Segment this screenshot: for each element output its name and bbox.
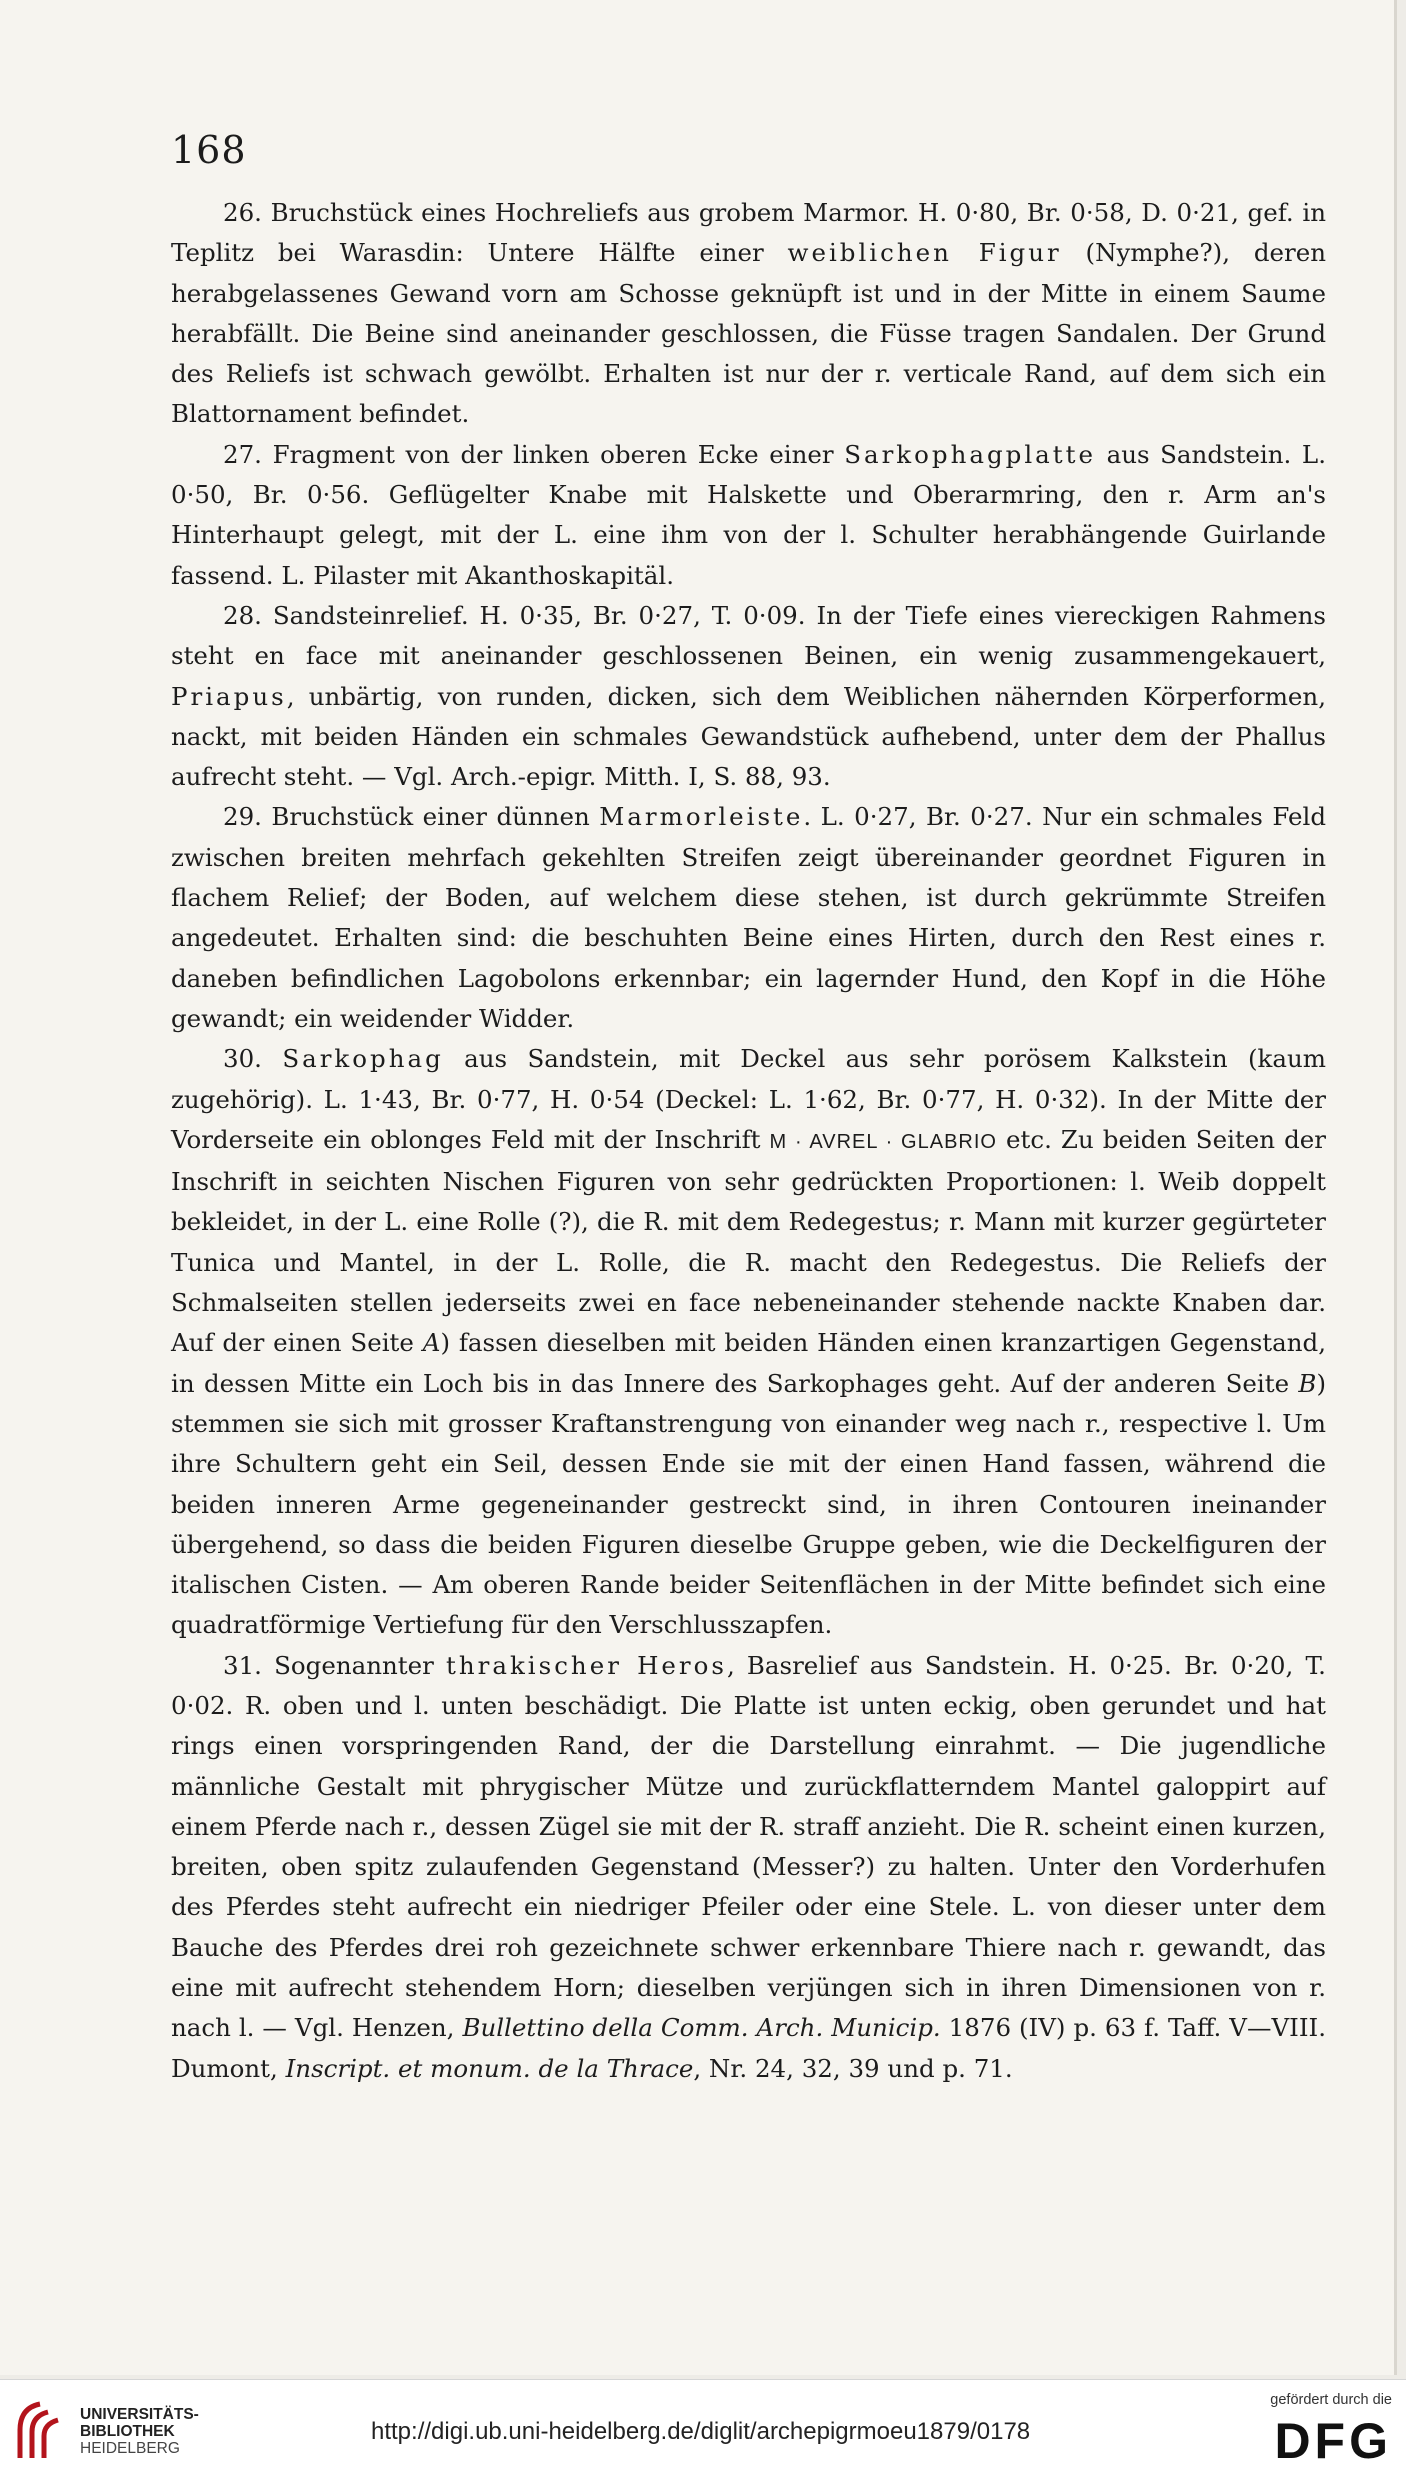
entry-30-text: 30. — [223, 1044, 283, 1074]
catalog-entry-28 — [171, 596, 1326, 797]
entry-26-text: (Nymphe?), deren herabgelassenes Gewand vorn am Schosse geknüpft ist und in der Mitte in einem Saume herabfällt. Die Beine sind aneinander geschlossen, die Füsse tragen Sandalen. Der Grund des Reliefs ist schwach gewölbt. Erhalten ist nur der r. verticale Rand, auf dem sich ein Blattornament befindet. — [171, 238, 1326, 429]
entry-27-text: 27. Fragment von der linken oberen Ecke einer — [223, 439, 845, 469]
entry-30-text: etc. Zu beiden Seiten der Inschrift in seichten Nischen Figuren von sehr gedrückten Proportionen: l. Weib doppelt bekleidet, in der L. eine Rolle (?), die R. mit dem Redegestus; r. Mann mit kurzer gegürteter Tunica und Mantel, in der L. Rolle, die R. macht den Redegestus. Die Reliefs der Schmalseiten stellen jederseits zwei en face nebeneinander stehende nackte Knaben dar. Auf der einen Seite — [171, 1124, 1326, 1358]
entry-31-text: 31. Sogenannter — [223, 1650, 446, 1680]
entry-28-text: 28. Sandsteinrelief. H. 0·35, Br. 0·27, T. 0·09. In der Tiefe eines viereckigen Rahmens steht en face mit aneinander geschlossenen Beinen, ein wenig zusammengekauert, — [171, 600, 1326, 671]
library-name-line-1: UNIVERSITÄTS- — [80, 2406, 199, 2423]
dfg-logo: DFG — [1274, 2413, 1392, 2469]
entry-26-text: 26. Bruchstück eines Hochreliefs aus grobem Marmor. H. 0·80, Br. 0·58, D. 0·21, gef. in Teplitz bei Warasdin: Untere Hälfte einer — [171, 198, 1326, 268]
entry-30-text: aus Sandstein, mit Deckel aus sehr porösem Kalkstein (kaum zugehörig). L. 1·43, Br. 0·77, H. 0·54 (Deckel: L. 1·62, Br. 0·77, H. 0·32). In der Mitte der Vorderseite ein oblonges Feld mit der Inschrift — [171, 1044, 1326, 1154]
page-number: 168 — [171, 128, 247, 172]
library-name-line-3: HEIDELBERG — [80, 2440, 180, 2457]
catalog-entry-30 — [171, 1039, 1326, 1645]
entry-27-text: aus Sandstein. L. 0·50, Br. 0·56. Geflügelter Knabe mit Halskette und Oberarmring, den r. Arm an's Hinterhaupt gelegt, mit der L. eine ihm von der l. Schulter herabhängende Guirlande fassend. L. Pilaster mit Akanthoskapitäl. — [171, 439, 1326, 590]
entry-30-ital-text: A — [422, 1328, 441, 1358]
entry-30-smallcaps-text: M · AVREL · GLABRIO — [769, 1130, 997, 1153]
entry-31-ital-text: Inscript. et monum. de la Thrace — [285, 2053, 694, 2083]
entry-29-text: 29. Bruchstück einer dünnen — [223, 802, 600, 832]
entry-30-text: ) fassen dieselben mit beiden Händen einen kranzartigen Gegenstand, in dessen Mitte ein Loch bis in das Innere des Sarkophages geht. Auf der anderen Seite — [171, 1328, 1326, 1398]
catalog-entry-31 — [171, 1646, 1326, 2089]
entry-30-spaced-text: Sarkophag — [282, 1044, 444, 1074]
entry-31-ital-text: Bullettino della Comm. Arch. Municip. — [462, 2013, 941, 2043]
entry-29-spaced-text: Marmorleiste — [599, 802, 804, 832]
entry-31-text: , Basrelief aus Sandstein. H. 0·25. Br. 0·20, T. 0·02. R. oben und l. unten beschädigt. Die Platte ist unten eckig, oben gerundet und hat rings einen vorspringenden Rand, der die Darstellung einrahmt. — Die jugendliche männliche Gestalt mit phrygischer Mütze und zurückflatterndem Mantel galoppirt auf einem Pferde nach r., dessen Zügel sie mit der R. straff anzieht. Die R. scheint einen kurzen, breiten, oben spitz zulaufenden Gegenstand (Messer?) zu halten. Unter den Vorderhufen des Pferdes steht aufrecht ein niedriger Pfeiler oder eine Stele. L. von dieser unter dem Bauche des Pferdes drei roh gezeichnete schwer erkennbare Thiere nach r. gewandt, das eine mit aufrecht stehendem Horn; dieselben verjüngen sich in ihren Dimensionen von r. nach l. — Vgl. Henzen, — [171, 1650, 1326, 2043]
footer-bar — [0, 2379, 1406, 2480]
entry-28-spaced-text: Priapus — [171, 681, 287, 711]
entry-31-text: 1876 (IV) p. 63 f. Taff. V—VIII. Dumont, — [171, 2013, 1326, 2083]
catalog-entries — [171, 193, 1326, 2089]
entry-29-text: . L. 0·27, Br. 0·27. Nur ein schmales Feld zwischen breiten mehrfach gekehlten Streifen zeigt übereinander geordnet Figuren in flachem Relief; der Boden, auf welchem diese stehen, ist durch gekrümmte Streifen angedeutet. Erhalten sind: die beschuhten Beine eines Hirten, durch den Rest eines r. daneben befindlichen Lagobolons erkennbar; ein lagernder Hund, den Kopf in die Höhe gewandt; ein weidender Widder. — [171, 802, 1326, 1033]
sponsor-label: gefördert durch die — [1270, 2392, 1392, 2408]
entry-30-ital-text: B — [1298, 1368, 1317, 1398]
catalog-entry-27 — [171, 435, 1326, 596]
entry-26-spaced-text: weiblichen Figur — [787, 238, 1062, 268]
entry-31-text: , Nr. 24, 32, 39 und p. 71. — [693, 2053, 1013, 2083]
entry-31-spaced-text: thrakischer Heros — [446, 1650, 727, 1680]
catalog-entry-29 — [171, 797, 1326, 1039]
catalog-entry-26 — [171, 193, 1326, 435]
library-name-line-2: BIBLIOTHEK — [80, 2423, 175, 2440]
entry-27-spaced-text: Sarkophagplatte — [844, 439, 1096, 469]
library-name — [80, 2406, 199, 2457]
permalink-url[interactable]: http://digi.ub.uni-heidelberg.de/diglit/archepigrmoeu1879/0178 — [371, 2418, 1031, 2445]
entry-28-text: , unbärtig, von runden, dicken, sich dem Weiblichen nähernden Körperformen, nackt, mit beiden Händen ein schmales Gewandstück aufhebend, unter dem der Phallus aufrecht steht. — Vgl. Arch.-epigr. Mitth. I, S. 88, 93. — [171, 681, 1326, 792]
university-library-logo-icon — [14, 2400, 66, 2462]
entry-30-text: ) stemmen sie sich mit grosser Kraftanstrengung von einander weg nach r., respective l. Um ihre Schultern geht ein Seil, dessen Ende sie mit der einen Hand fassen, während die beiden inneren Arme gegeneinander gestreckt sind, in ihren Contouren ineinander übergehend, so dass die beiden Figuren dieselbe Gruppe geben, wie die Deckelfiguren der italischen Cisten. — Am oberen Rande beider Seitenflächen in der Mitte befindet sich eine quadratförmige Vertiefung für den Verschlusszapfen. — [171, 1368, 1326, 1640]
